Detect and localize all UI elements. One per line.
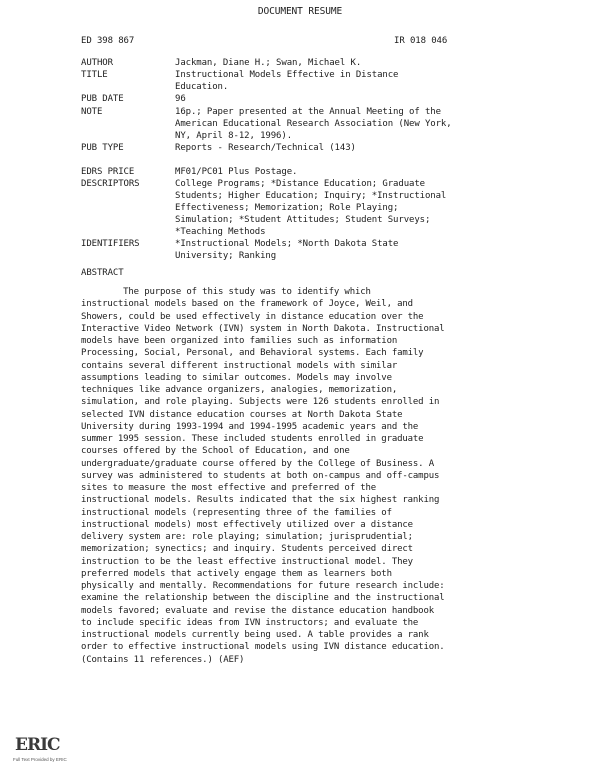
- field-value-author: Jackman, Diane H.; Swan, Michael K.: [175, 58, 362, 68]
- abstract-line: models have been organized into families such as information: [81, 336, 398, 346]
- field-value-descriptors-line: *Teaching Methods: [175, 227, 266, 237]
- abstract-line: instructional models (representing three of the families of: [81, 507, 392, 518]
- abstract-line: Showers, could be used effectively in distance education over the: [81, 311, 424, 322]
- abstract-line: instruction to be the least effective instructional model. They: [81, 556, 413, 567]
- field-label-identifiers: IDENTIFIERS: [81, 239, 140, 249]
- field-value-edrs-price: MF01/PC01 Plus Postage.: [175, 167, 298, 177]
- abstract-body: [81, 286, 521, 666]
- field-label-note: NOTE: [81, 107, 103, 117]
- abstract-line: University during 1993-1994 and 1994-1995 academic years and the: [81, 421, 419, 432]
- abstract-line: techniques like advance organizers, analogies, memorization,: [81, 385, 398, 395]
- abstract-line: The purpose of this study was to identify which: [81, 287, 371, 297]
- abstract-line: selected IVN distance education courses at North Dakota State: [81, 409, 403, 420]
- ir-number: IR 018 046: [394, 36, 448, 46]
- abstract-line: instructional models based on the framework of Joyce, Weil, and: [81, 299, 413, 310]
- abstract-heading: ABSTRACT: [81, 268, 124, 278]
- field-label-edrs-price: EDRS PRICE: [81, 167, 135, 177]
- field-value-title-line: Instructional Models Effective in Distance: [175, 70, 399, 80]
- abstract-line: physically and mentally. Recommendations for future research include:: [81, 581, 445, 591]
- field-value-identifiers-line: *Instructional Models; *North Dakota State: [175, 239, 399, 249]
- field-value-descriptors-line: Students; Higher Education; Inquiry; *Instructional: [175, 191, 447, 201]
- eric-logo-subtext: Full Text Provided by ERIC: [13, 757, 67, 762]
- field-value-descriptors-line: Effectiveness; Memorization; Role Playing;: [175, 203, 399, 213]
- abstract-line: memorization; synectics; and inquiry. Students perceived direct: [81, 544, 413, 555]
- abstract-line: examine the relationship between the discipline and the instructional: [81, 593, 445, 604]
- abstract-line: undergraduate/graduate course offered by the College of Business. A: [81, 458, 434, 469]
- abstract-line: instructional models currently being used. A table provides a rank: [81, 630, 429, 640]
- field-label-author: AUTHOR: [81, 58, 113, 68]
- abstract-line: preferred models that actively engage them as learners both: [81, 568, 392, 579]
- field-value-descriptors-line: Simulation; *Student Attitudes; Student Surveys;: [175, 215, 431, 225]
- abstract-line: Interactive Video Network (IVN) system in North Dakota. Instructional: [81, 323, 445, 334]
- abstract-line: (Contains 11 references.) (AEF): [81, 654, 245, 665]
- field-value-pub-date: 96: [175, 94, 186, 104]
- abstract-line: order to effective instructional models using IVN distance education.: [81, 642, 445, 653]
- ed-number: ED 398 867: [81, 36, 135, 46]
- field-value-pub-type: Reports - Research/Technical (143): [175, 143, 356, 153]
- field-value-note-line: NY, April 8-12, 1996).: [175, 131, 293, 141]
- field-label-title: TITLE: [81, 70, 108, 80]
- abstract-line: simulation, and role playing. Subjects were 126 students enrolled in: [81, 397, 440, 408]
- field-label-pub-type: PUB TYPE: [81, 143, 124, 153]
- field-value-note-line: 16p.; Paper presented at the Annual Meeting of the: [175, 107, 441, 117]
- abstract-line: Processing, Social, Personal, and Behavioral systems. Each family: [81, 348, 424, 359]
- field-value-note-line: American Educational Research Association (New York,: [175, 119, 452, 129]
- field-label-pub-date: PUB DATE: [81, 94, 124, 104]
- eric-logo: [12, 735, 67, 773]
- abstract-line: models favored; evaluate and revise the distance education handbook: [81, 605, 434, 616]
- document-title: DOCUMENT RESUME: [257, 6, 343, 17]
- field-label-descriptors: DESCRIPTORS: [81, 179, 140, 189]
- abstract-line: assumptions leading to similar outcomes. Models may involve: [81, 372, 392, 383]
- abstract-line: instructional models. Results indicated that the six highest ranking: [81, 495, 440, 506]
- abstract-line: sites to measure the most effective and preferred of the: [81, 483, 377, 493]
- abstract-line: summer 1995 session. These included students enrolled in graduate: [81, 434, 424, 444]
- field-value-identifiers-line: University; Ranking: [175, 251, 277, 261]
- abstract-line: to include specific ideas from IVN instructors; and evaluate the: [81, 617, 419, 628]
- abstract-line: survey was administered to students at both on-campus and off-campus: [81, 470, 440, 481]
- abstract-line: delivery system are: role playing; simulation; jurisprudential;: [81, 532, 413, 542]
- abstract-line: instructional models) most effectively utilized over a distance: [81, 519, 413, 530]
- field-value-title-line: Education.: [175, 82, 229, 92]
- eric-logo-text: ERIC: [15, 735, 60, 755]
- abstract-line: courses offered by the School of Education, and one: [81, 446, 350, 457]
- field-value-descriptors-line: College Programs; *Distance Education; Graduate: [175, 179, 425, 189]
- abstract-line: contains several different instructional models with similar: [81, 360, 398, 371]
